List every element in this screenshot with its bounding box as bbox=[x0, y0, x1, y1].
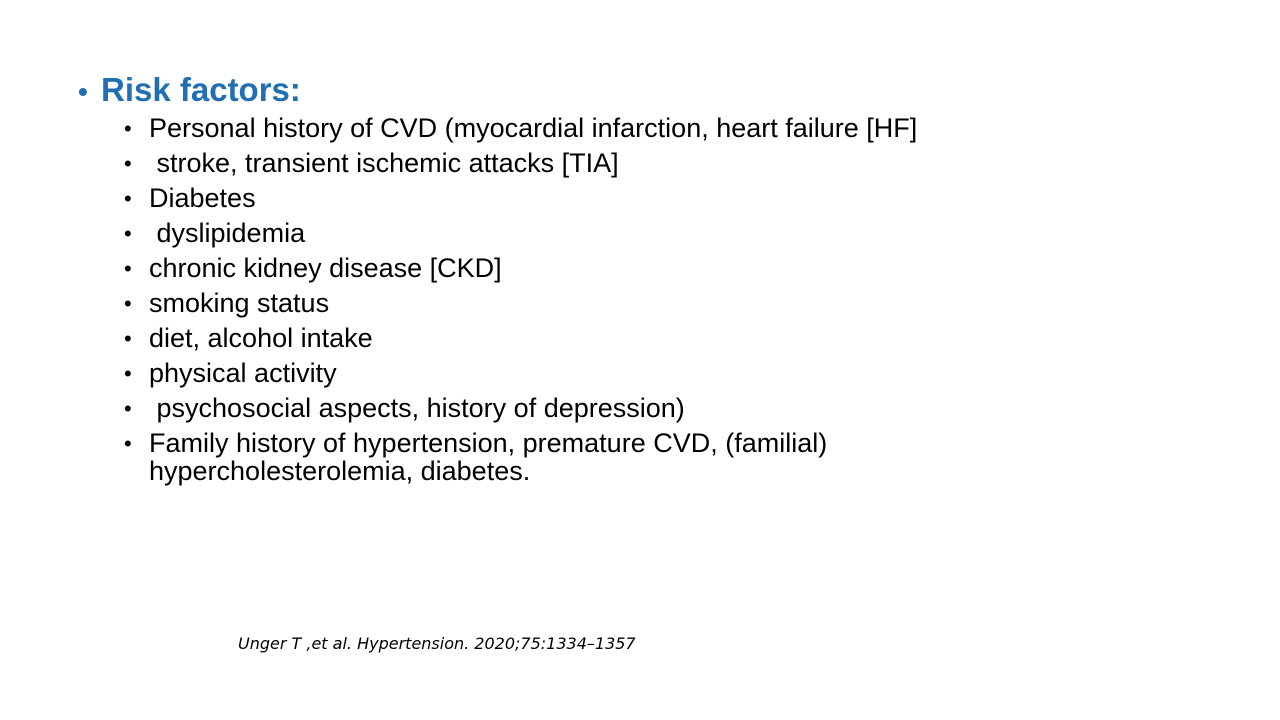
list-item bbox=[124, 391, 1024, 426]
risk-factor-list bbox=[124, 111, 1024, 485]
list-item bbox=[124, 181, 1024, 216]
bullet-dot: • bbox=[124, 116, 132, 141]
list-item bbox=[124, 286, 1024, 321]
list-item-text: Diabetes bbox=[149, 183, 256, 213]
list-item bbox=[124, 111, 1024, 146]
list-item-text: dyslipidemia bbox=[149, 218, 306, 248]
list-item-text: diet, alcohol intake bbox=[149, 323, 373, 353]
bullet-dot: • bbox=[124, 396, 132, 421]
list-item-text: stroke, transient ischemic attacks [TIA] bbox=[149, 148, 619, 178]
bullet-dot: • bbox=[124, 186, 132, 211]
bullet-dot: • bbox=[124, 431, 132, 456]
list-item-text: psychosocial aspects, history of depression) bbox=[149, 393, 685, 423]
list-item bbox=[124, 321, 1024, 356]
list-item bbox=[124, 356, 1024, 391]
heading-text: Risk factors: bbox=[101, 71, 301, 108]
list-item-text: physical activity bbox=[149, 358, 337, 388]
bullet-dot: • bbox=[124, 291, 132, 316]
bullet-dot: • bbox=[124, 361, 132, 386]
heading bbox=[78, 70, 301, 112]
list-item bbox=[124, 251, 1024, 286]
citation: Unger T ,et al. Hypertension. 2020;75:1334–1357 bbox=[238, 634, 636, 653]
bullet-dot: • bbox=[124, 151, 132, 176]
bullet-dot: • bbox=[124, 221, 132, 246]
bullet-dot: • bbox=[124, 256, 132, 281]
list-item bbox=[124, 146, 1024, 181]
list-item-text: chronic kidney disease [CKD] bbox=[149, 253, 502, 283]
list-item-text: smoking status bbox=[149, 288, 330, 318]
list-item bbox=[124, 426, 1024, 485]
bullet-dot: • bbox=[124, 326, 132, 351]
heading-bullet: • bbox=[78, 76, 88, 107]
list-item bbox=[124, 216, 1024, 251]
list-item-text: Family history of hypertension, premature CVD, (familial) hypercholesterolemia, diabetes. bbox=[149, 428, 835, 486]
list-item-text: Personal history of CVD (myocardial infarction, heart failure [HF] bbox=[149, 113, 918, 143]
